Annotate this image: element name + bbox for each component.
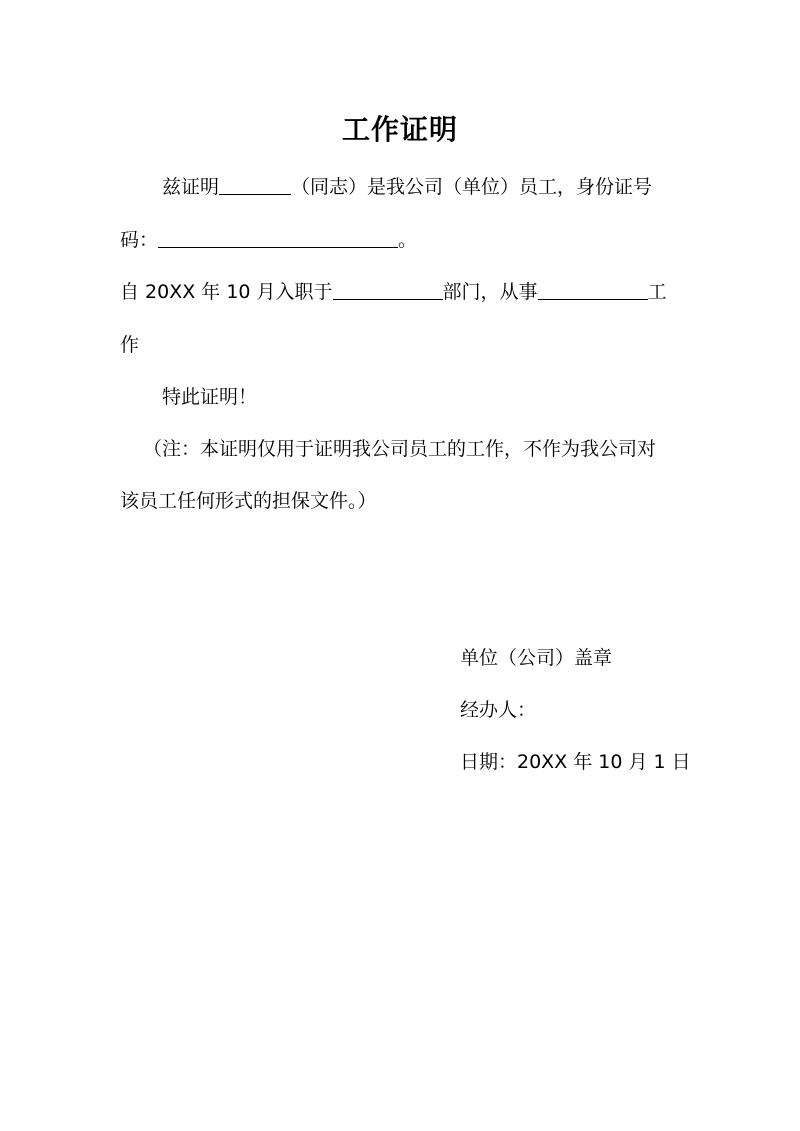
company-seal-label: 单位（公司）盖章 xyxy=(460,647,613,669)
note-line-2: 该员工任何形式的担保文件。） xyxy=(120,490,377,512)
body-line-3 xyxy=(120,277,667,307)
work-text-start: 工 xyxy=(647,281,667,303)
id-label-text: 码： xyxy=(120,229,159,251)
entry-date-text: 自 20XX 年 10 月入职于 xyxy=(120,281,333,303)
body-line-1 xyxy=(162,172,652,202)
certify-text: 兹证明 xyxy=(162,176,220,198)
body-line-2 xyxy=(120,225,417,255)
period-text: 。 xyxy=(398,229,418,251)
department-text: 部门，从事 xyxy=(442,281,538,303)
department-blank xyxy=(333,298,443,300)
employee-statement-text: （同志）是我公司（单位）员工，身份证号 xyxy=(291,176,653,198)
certify-closing: 特此证明！ xyxy=(162,386,258,408)
id-number-blank xyxy=(158,246,398,248)
body-line-4: 作 xyxy=(120,334,140,356)
handler-label: 经办人： xyxy=(460,699,537,721)
note-line-1: （注：本证明仅用于证明我公司员工的工作，不作为我公司对 xyxy=(143,438,657,460)
document-title: 工作证明 xyxy=(341,113,458,146)
name-blank xyxy=(219,193,291,195)
job-blank xyxy=(538,298,648,300)
date-label: 日期：20XX 年 10 月 1 日 xyxy=(460,751,691,773)
